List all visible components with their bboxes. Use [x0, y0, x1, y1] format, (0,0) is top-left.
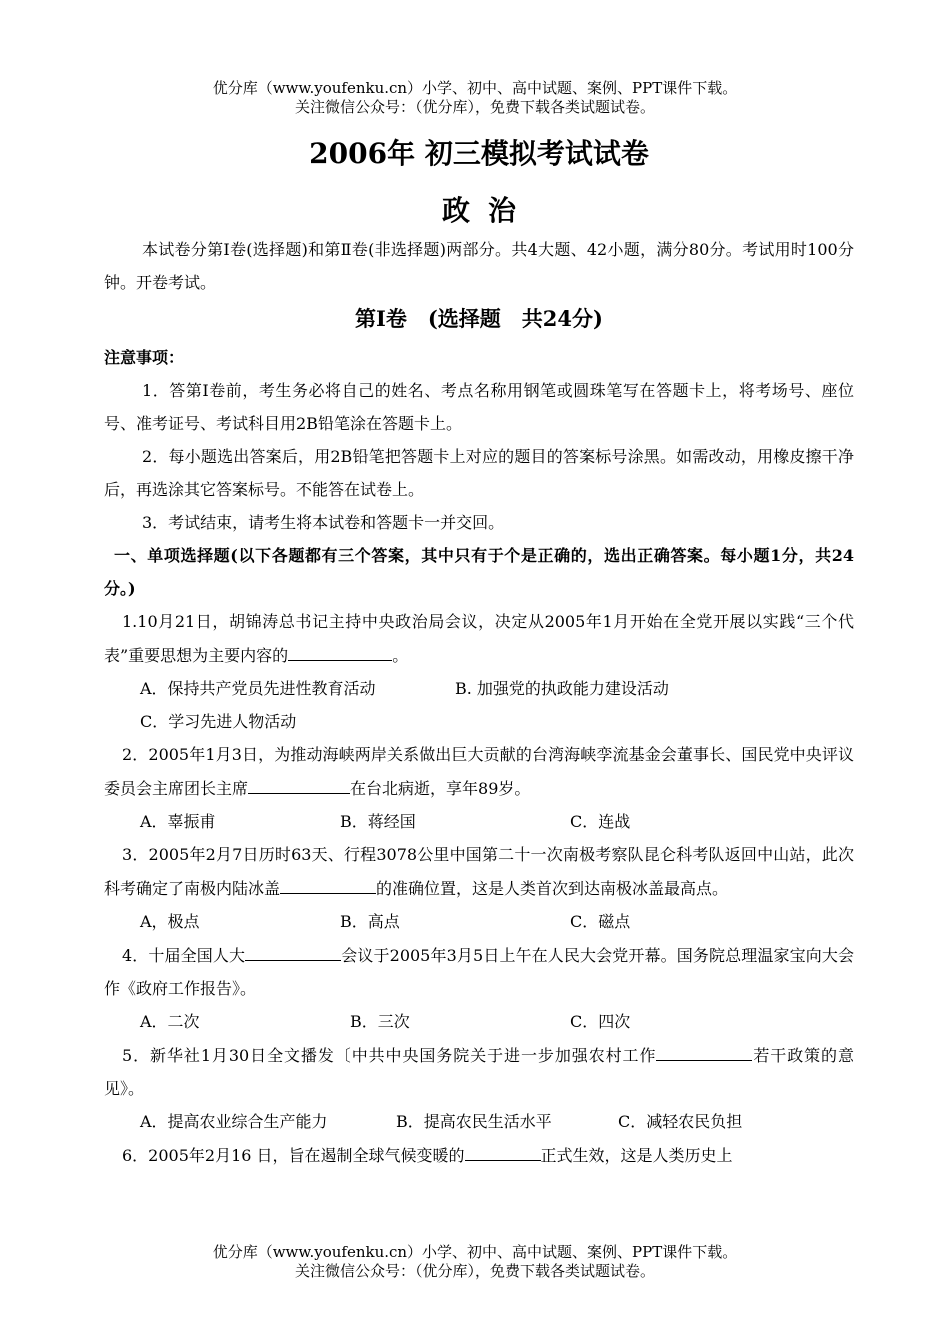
- question-3-stem-a: 3．2005年2月7日历时63天、行程3078公里中国第二十一次南极考察队昆仑科考队返回中山站，此次科考确定了南极内陆冰盖: [104, 845, 854, 898]
- part-1-heading: 一、单项选择题(以下各题都有三个答案，其中只有于个是正确的，选出正确答案。每小题1分，共24分。): [104, 546, 854, 598]
- question-1-blank: [288, 638, 392, 661]
- section-1-title: 第Ⅰ卷 (选择题 共24分): [355, 306, 603, 331]
- note-item-1: 1．答第Ⅰ卷前，考生务必将自己的姓名、考点名称用钢笔或圆珠笔写在答题卡上，将考场号、座位号、准考证号、考试科目用2B铅笔涂在答题卡上。: [104, 381, 854, 433]
- question-4-stem-a: 4．十届全国人大: [122, 946, 246, 965]
- question-3-options: [104, 905, 854, 938]
- header-banner: [0, 79, 950, 117]
- note-item-2: 2．每小题选出答案后，用2B铅笔把答题卡上对应的题目的答案标号涂黑。如需改动，用橡皮擦干净后，再选涂其它答案标号。不能答在试卷上。: [104, 447, 854, 499]
- question-5-stem-b: 若干政策的意见》。: [104, 1046, 854, 1098]
- question-3-stem: [104, 838, 854, 905]
- question-4-option-b: B．三次: [350, 1012, 410, 1031]
- question-3-option-b: B．高点: [340, 912, 400, 931]
- question-1-stem-a: 1.10月21日，胡锦涛总书记主持中央政治局会议，决定从2005年1月开始在全党开展以实践“三个代表”重要思想为主要内容的: [104, 612, 854, 665]
- header-banner-line-1: 优分库（www.youfenku.cn）小学、初中、高中试题、案例、PPT课件下载。: [212, 79, 738, 97]
- question-3-blank: [280, 871, 376, 894]
- question-4-option-c: C．四次: [570, 1012, 631, 1031]
- question-6-blank: [465, 1138, 541, 1161]
- exam-content: [104, 134, 854, 1172]
- footer-banner: [0, 1243, 950, 1281]
- question-1-stem: [104, 605, 854, 672]
- question-5-option-b: B．提高农民生活水平: [396, 1112, 552, 1131]
- question-2-options: [104, 805, 854, 838]
- question-1-option-a: A．保持共产党员先进性教育活动: [140, 679, 376, 698]
- question-4-stem: [104, 938, 854, 1005]
- question-1-option-b: B. 加强党的执政能力建设活动: [455, 679, 669, 698]
- question-2-blank: [248, 771, 350, 794]
- question-3-option-c: C．磁点: [570, 912, 631, 931]
- question-4-stem-b: 会议于2005年3月5日上午在人民大会党开幕。国务院总理温家宝向大会作《政府工作报告》。: [104, 946, 854, 998]
- question-4-blank: [245, 938, 341, 961]
- question-5-stem-a: 5．新华社1月30日全文播发〔中共中央国务院关于进一步加强农村工作: [122, 1046, 657, 1065]
- question-3-stem-b: 的准确位置，这是人类首次到达南极冰盖最高点。: [376, 879, 729, 898]
- question-1-options: [104, 672, 854, 705]
- question-5-blank: [656, 1038, 752, 1061]
- question-3-option-a: A，极点: [140, 912, 200, 931]
- question-2-option-b: B．蒋经国: [340, 812, 416, 831]
- question-1-options-row-2: [104, 705, 854, 738]
- question-4-option-a: A．二次: [140, 1012, 200, 1031]
- question-4-options: [104, 1005, 854, 1038]
- question-1-option-c: C．学习先进人物活动: [140, 712, 297, 731]
- question-6-stem-a: 6．2005年2月16 日，旨在遏制全球气候变暖的: [122, 1146, 465, 1165]
- question-5-option-c: C．减轻农民负担: [618, 1112, 743, 1131]
- question-2-option-a: A．辜振甫: [140, 812, 216, 831]
- question-2-stem-b: 在台北病逝，享年89岁。: [350, 779, 531, 798]
- question-2-option-c: C．连战: [570, 812, 631, 831]
- question-2-stem: [104, 738, 854, 805]
- question-1-stem-b: 。: [392, 646, 409, 665]
- question-6-stem: [104, 1138, 854, 1172]
- notes-heading: 注意事项：: [104, 348, 185, 367]
- question-5-stem: [104, 1038, 854, 1105]
- note-item-3: 3．考试结束，请考生将本试卷和答题卡一并交回。: [142, 513, 505, 532]
- exam-intro: 本试卷分第Ⅰ卷(选择题)和第Ⅱ卷(非选择题)两部分。共4大题、42小题，满分80分。考试用时100分钟。开卷考试。: [104, 240, 854, 292]
- question-6-stem-b: 正式生效，这是人类历史上: [540, 1146, 733, 1165]
- question-5-option-a: A．提高农业综合生产能力: [140, 1112, 328, 1131]
- question-2-stem-a: 2．2005年1月3日，为推动海峡两岸关系做出巨大贡献的台湾海峡孪流基金会董事长、国民党中央评议委员会主席团长主席: [104, 745, 854, 798]
- exam-title: 2006年 初三模拟考试试卷: [309, 137, 649, 170]
- question-5-options: [104, 1105, 854, 1138]
- exam-subject: 政治: [441, 194, 534, 227]
- footer-banner-line-1: 优分库（www.youfenku.cn）小学、初中、高中试题、案例、PPT课件下载。: [212, 1243, 738, 1261]
- header-banner-line-2: 关注微信公众号：（优分库），免费下载各类试题试卷。: [294, 98, 655, 116]
- footer-banner-line-2: 关注微信公众号：（优分库），免费下载各类试题试卷。: [294, 1262, 655, 1280]
